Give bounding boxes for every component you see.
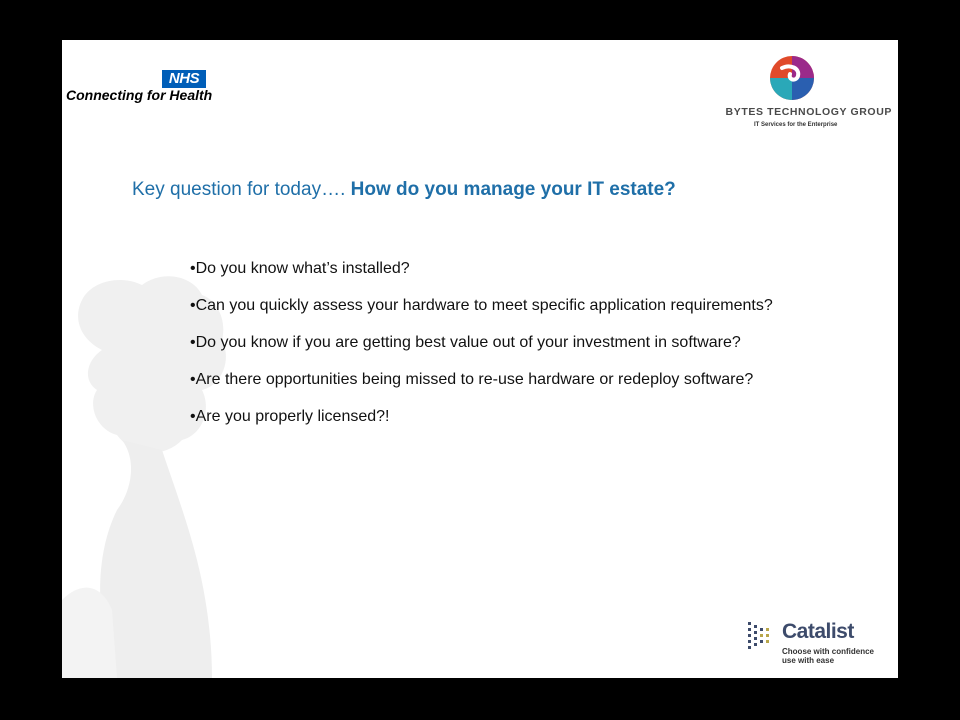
- heading-intro: Key question for today….: [132, 179, 351, 200]
- nhs-badge: NHS: [162, 70, 206, 88]
- nhs-subtitle: Connecting for Health: [66, 87, 213, 103]
- catalist-logo: [748, 620, 898, 672]
- bytes-name: BYTES TECHNOLOGY GROUP: [725, 106, 892, 118]
- nhs-logo: [66, 70, 216, 110]
- bullet-item: •Can you quickly assess your hardware to meet specific application requirements?: [190, 297, 773, 314]
- bytes-logo: [692, 54, 892, 134]
- catalist-tagline: [782, 647, 874, 665]
- catalist-tagline-line-1: Choose with confidence: [782, 647, 875, 656]
- catalist-tagline-line-2: use with ease: [782, 656, 835, 665]
- catalist-name: Catalist: [782, 620, 854, 643]
- bullet-item: •Do you know if you are getting best value out of your investment in software?: [190, 334, 741, 351]
- bullet-item: •Do you know what’s installed?: [190, 260, 410, 277]
- bytes-circle-icon: [768, 54, 816, 102]
- bytes-tagline: IT Services for the Enterprise: [754, 122, 838, 128]
- bullet-list: [190, 257, 850, 442]
- slide: [62, 40, 898, 678]
- heading-question: How do you manage your IT estate?: [350, 179, 676, 200]
- slide-heading: [132, 179, 852, 201]
- catalist-arrows-icon: [748, 620, 772, 650]
- bullet-item: •Are there opportunities being missed to re-use hardware or redeploy software?: [190, 371, 754, 388]
- bullet-item: •Are you properly licensed?!: [190, 408, 390, 425]
